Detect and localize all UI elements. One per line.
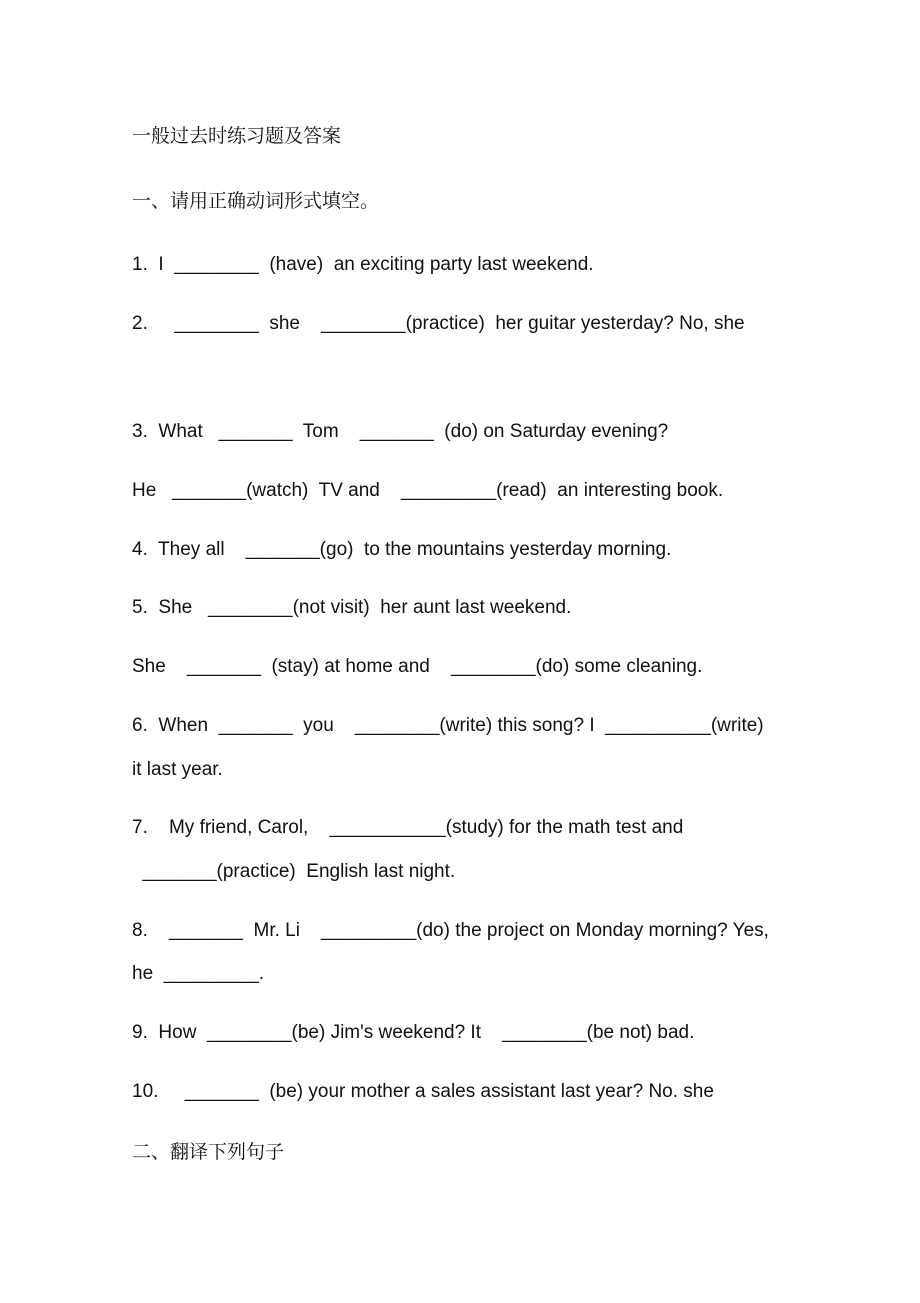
section-2-heading: 二、翻译下列句子 [132, 1141, 285, 1163]
exercise-line-8: 8. _______ Mr. Li _________(do) the project on Monday morning? Yes, [132, 920, 769, 941]
document-title: 一般过去时练习题及答案 [132, 125, 342, 147]
exercise-line-9: 9. How ________(be) Jim's weekend? It ________(be not) bad. [132, 1022, 695, 1043]
exercise-line-6b: it last year. [132, 759, 223, 780]
exercise-line-10: 10. _______ (be) your mother a sales assistant last year? No. she [132, 1081, 714, 1102]
section-1-heading: 一、请用正确动词形式填空。 [132, 190, 380, 212]
exercise-line-7b: _______(practice) English last night. [132, 861, 456, 882]
exercise-line-2: 2. ________ she ________(practice) her guitar yesterday? No, she [132, 313, 745, 334]
exercise-line-5: 5. She ________(not visit) her aunt last weekend. [132, 597, 572, 618]
exercise-line-6: 6. When _______ you ________(write) this song? I __________(write) [132, 715, 764, 736]
exercise-line-7: 7. My friend, Carol, ___________(study) for the math test and [132, 817, 684, 838]
exercise-line-3b: He _______(watch) TV and _________(read) an interesting book. [132, 480, 724, 501]
exercise-line-3: 3. What _______ Tom _______ (do) on Saturday evening? [132, 421, 669, 442]
exercise-line-5b: She _______ (stay) at home and ________(do) some cleaning. [132, 656, 703, 677]
exercise-line-1: 1. I ________ (have) an exciting party last weekend. [132, 254, 594, 275]
exercise-line-4: 4. They all _______(go) to the mountains yesterday morning. [132, 539, 672, 560]
exercise-line-8b: he _________. [132, 963, 265, 984]
